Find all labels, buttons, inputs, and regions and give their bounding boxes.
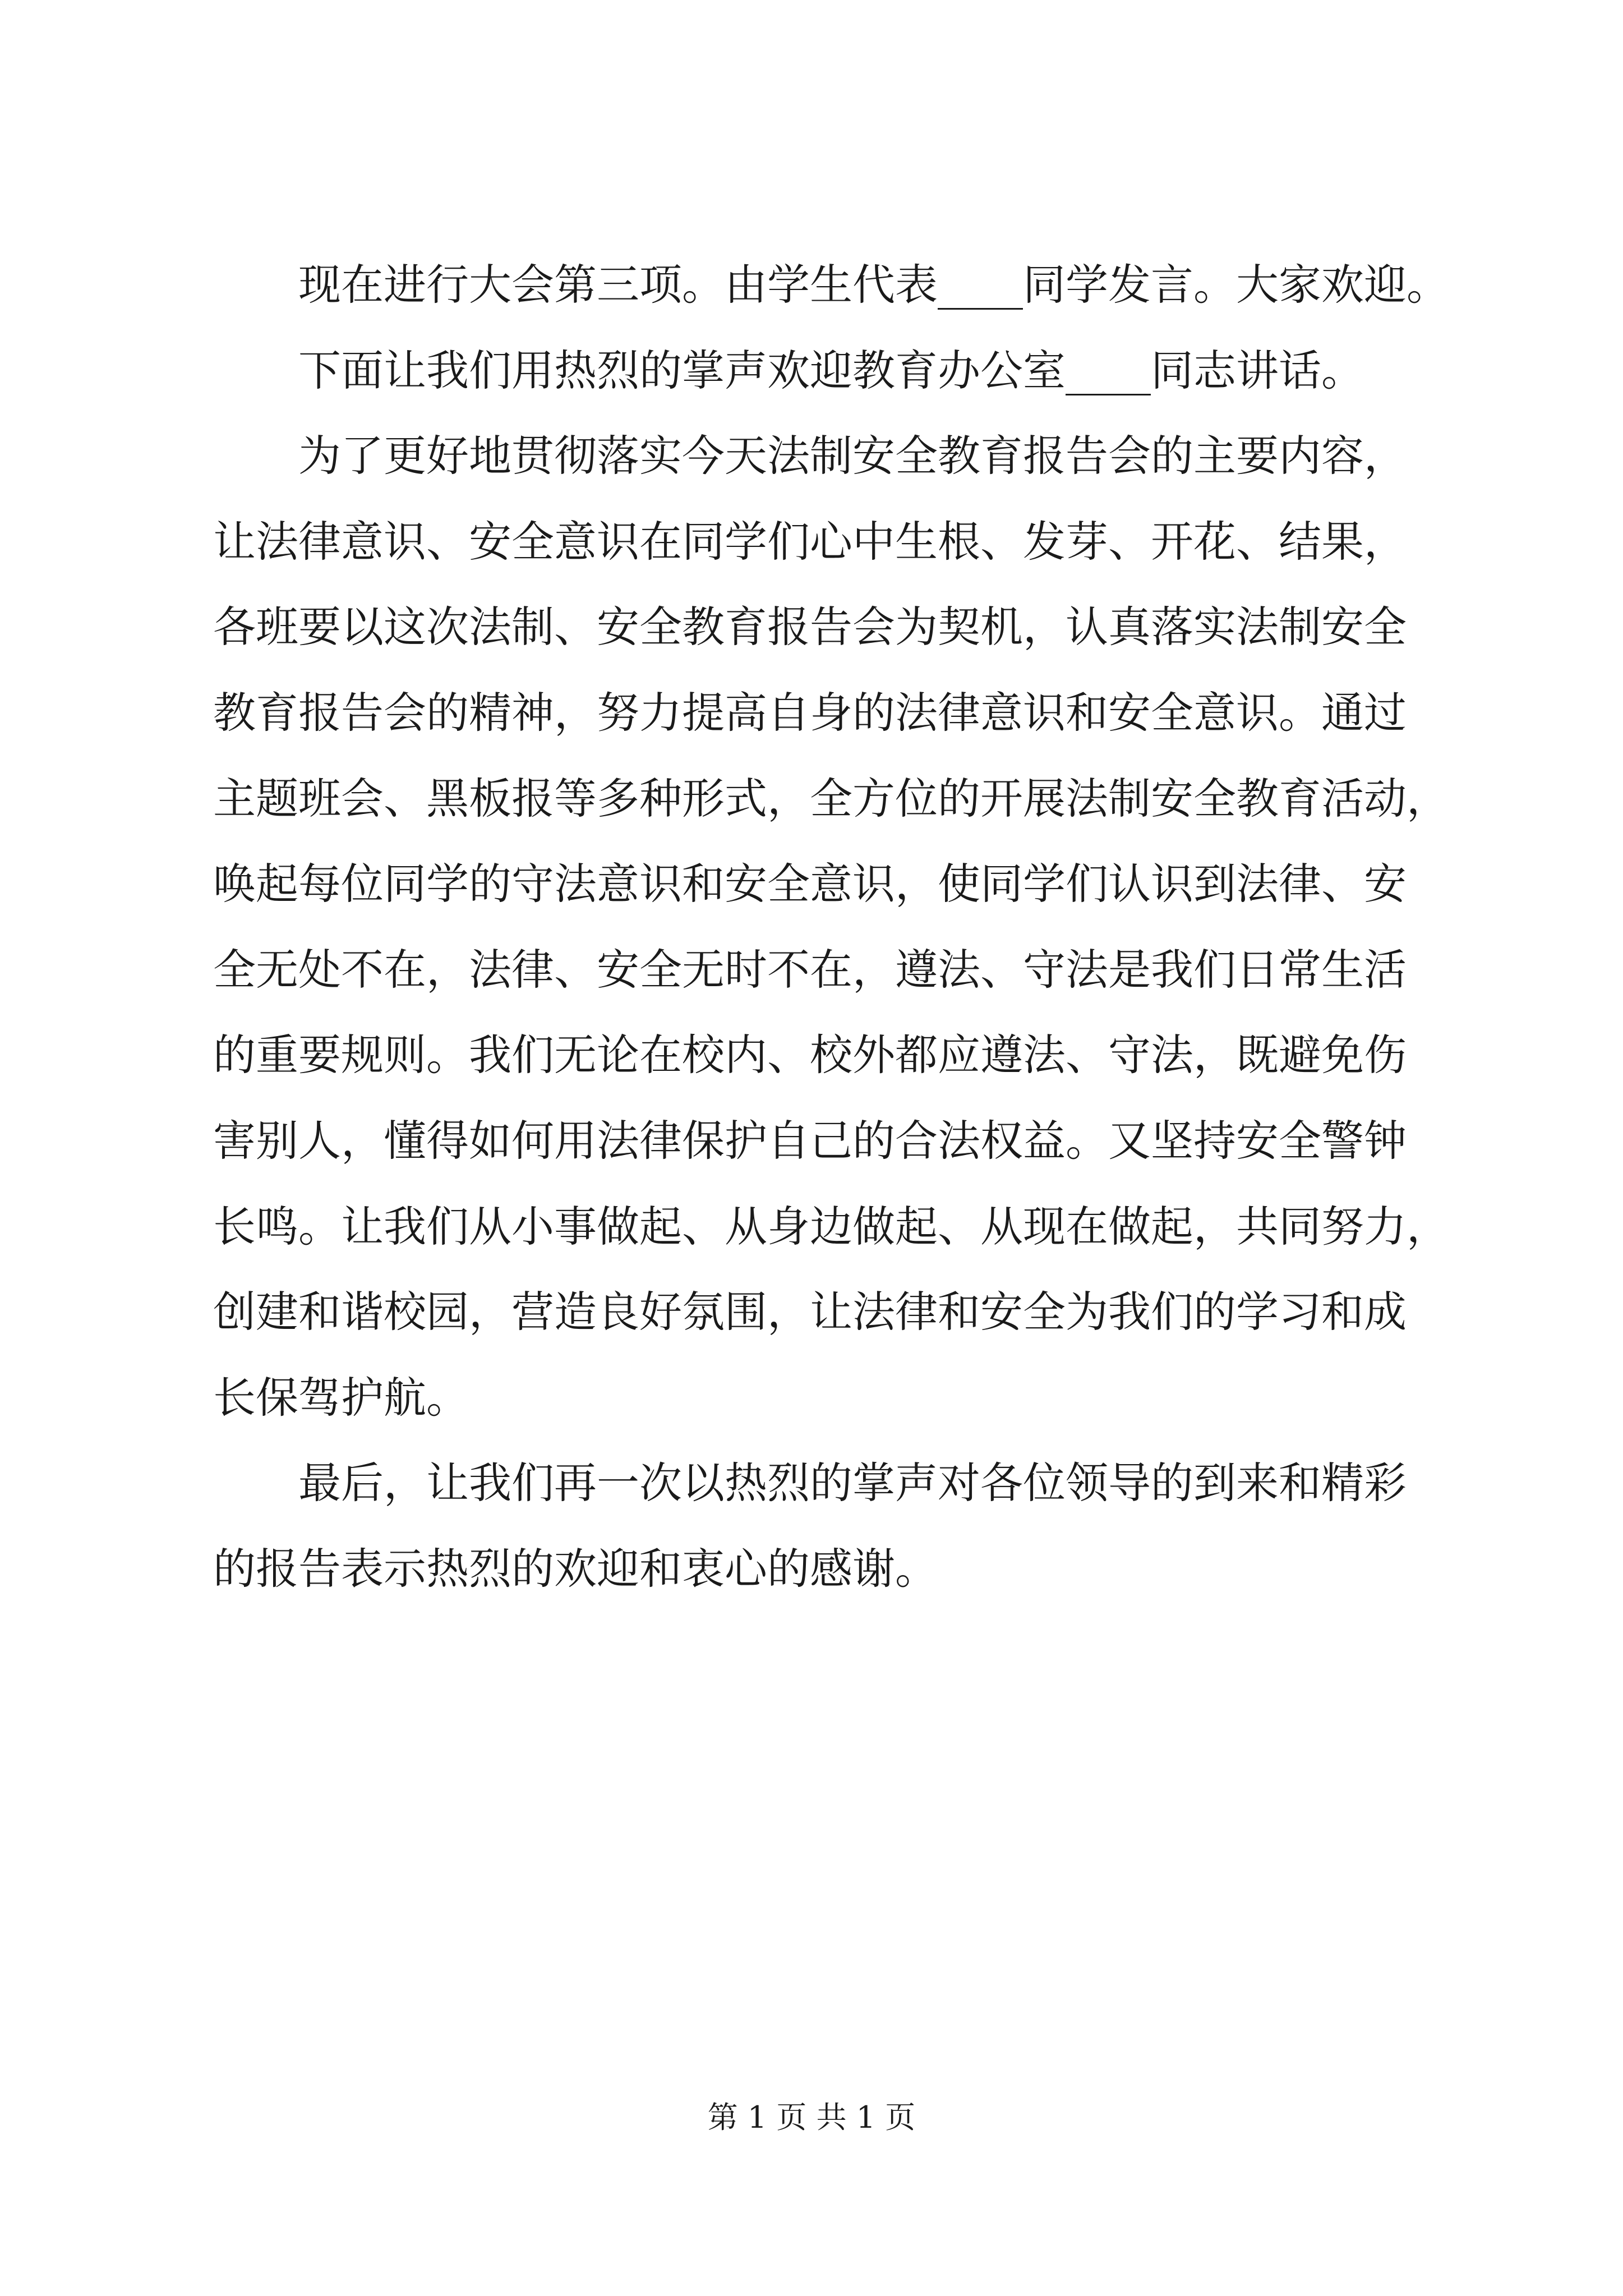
paragraph-line: 创建和谐校园，营造良好氛围，让法律和安全为我们的学习和成 bbox=[213, 1287, 1407, 1337]
paragraph-line: 长保驾护航。 bbox=[213, 1372, 469, 1423]
paragraph-line: 教育报告会的精神，努力提高自身的法律意识和安全意识。通过 bbox=[213, 687, 1407, 738]
paragraph-line: 主题班会、黑板报等多种形式，全方位的开展法制安全教育活动， bbox=[213, 773, 1449, 823]
page-footer bbox=[0, 2095, 1623, 2140]
paragraph-line: 的重要规则。我们无论在校内、校外都应遵法、守法，既避免伤 bbox=[213, 1030, 1407, 1080]
paragraph-line: 全无处不在，法律、安全无时不在，遵法、守法是我们日常生活 bbox=[213, 944, 1407, 995]
document-body bbox=[213, 242, 1449, 1612]
paragraph-line: 让法律意识、安全意识在同学们心中生根、发芽、开花、结果， bbox=[213, 516, 1407, 567]
page-number: 第 1 页 共 1 页 bbox=[707, 2100, 916, 2135]
paragraph-line: 为了更好地贯彻落实今天法制安全教育报告会的主要内容， bbox=[298, 431, 1407, 481]
paragraph-line: 各班要以这次法制、安全教育报告会为契机，认真落实法制安全 bbox=[213, 602, 1407, 652]
paragraph-line: 的报告表示热烈的欢迎和衷心的感谢。 bbox=[213, 1543, 938, 1594]
paragraph-line: 长鸣。让我们从小事做起、从身边做起、从现在做起，共同努力， bbox=[213, 1201, 1449, 1251]
paragraph-line: 唤起每位同学的守法意识和安全意识，使同学们认识到法律、安 bbox=[213, 859, 1407, 909]
paragraph-line: 现在进行大会第三项。由学生代表____同学发言。大家欢迎。 bbox=[298, 260, 1449, 310]
paragraph-line: 最后，让我们再一次以热烈的掌声对各位领导的到来和精彩 bbox=[298, 1458, 1407, 1508]
paragraph-line: 下面让我们用热烈的掌声欢迎教育办公室____同志讲话。 bbox=[298, 345, 1364, 395]
paragraph-line: 害别人，懂得如何用法律保护自己的合法权益。又坚持安全警钟 bbox=[213, 1115, 1407, 1166]
